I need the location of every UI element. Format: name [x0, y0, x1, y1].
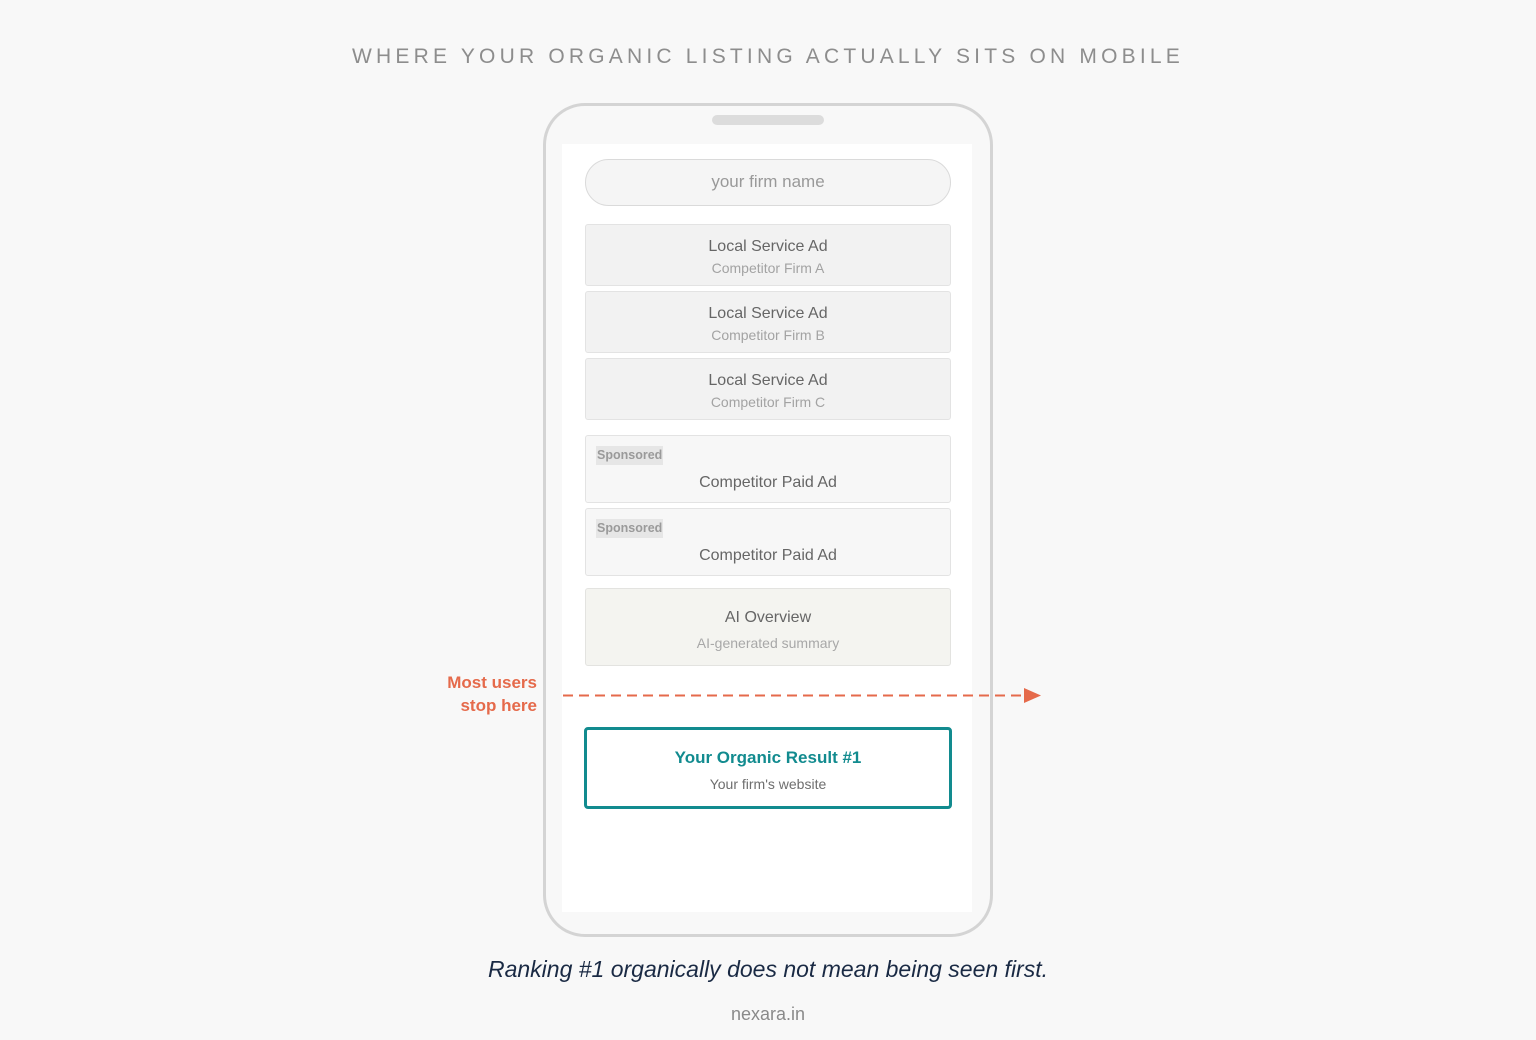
- sponsored-badge: Sponsored: [596, 446, 663, 465]
- footer-domain: nexara.in: [730, 1004, 806, 1024]
- sponsored-ad-label: Competitor Paid Ad: [699, 547, 837, 564]
- organic-result-title: Your Organic Result #1: [674, 748, 862, 767]
- stop-annotation-line2: stop here: [460, 696, 537, 715]
- organic-result-card: [584, 727, 952, 809]
- sponsored-ad-label: Competitor Paid Ad: [699, 474, 837, 491]
- local-service-ad-firm: Competitor Firm C: [710, 394, 826, 410]
- local-service-ad-label: Local Service Ad: [708, 372, 828, 389]
- local-service-ad-label: Local Service Ad: [708, 238, 828, 255]
- search-bar: your firm name: [585, 159, 951, 206]
- ai-overview-title: AI Overview: [724, 609, 812, 626]
- diagram-heading: WHERE YOUR ORGANIC LISTING ACTUALLY SITS ON MOBILE: [352, 45, 1184, 68]
- ai-overview-subtitle: AI-generated summary: [696, 635, 840, 651]
- organic-result-subtitle: Your firm's website: [709, 776, 827, 792]
- local-service-ad-firm: Competitor Firm B: [711, 327, 825, 343]
- local-service-ad-firm: Competitor Firm A: [711, 260, 825, 276]
- local-service-ad-label: Local Service Ad: [708, 305, 828, 322]
- sponsored-badge: Sponsored: [596, 519, 663, 538]
- stop-annotation-line1: Most users: [447, 673, 537, 692]
- arrow-head-icon: [1024, 688, 1041, 703]
- caption: Ranking #1 organically does not mean being seen first.: [487, 956, 1048, 982]
